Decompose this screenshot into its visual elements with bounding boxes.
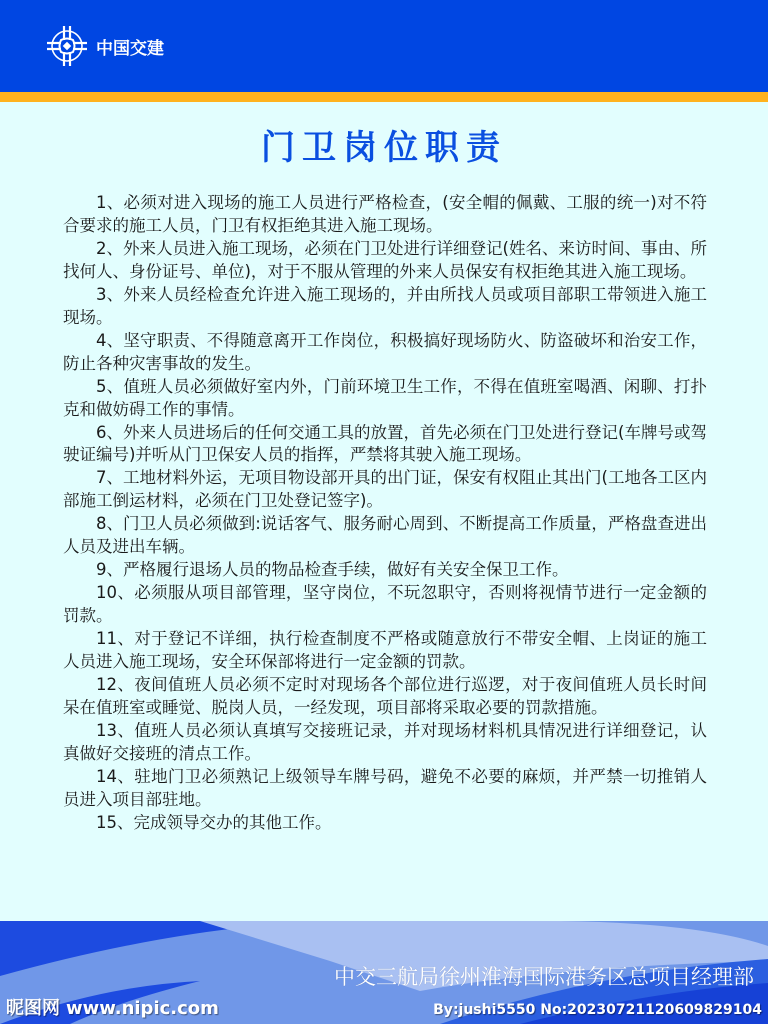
header-banner: [0, 0, 768, 92]
duty-item: 7、工地材料外运，无项目物设部开具的出门证，保安有权阻止其出门(工地各工区内部施工倒运材料，必须在门卫处登记签字)。: [63, 468, 707, 511]
logo-text: 中国交建: [96, 38, 164, 59]
duty-item: 11、对于登记不详细，执行检查制度不严格或随意放行不带安全帽、上岗证的施工人员进入施工现场，安全环保部将进行一定金额的罚款。: [63, 629, 707, 672]
duty-item: 4、坚守职责、不得随意离开工作岗位，积极搞好现场防火、防盗破坏和治安工作，防止各种灾害事故的发生。: [63, 330, 707, 373]
duty-item: 6、外来人员进场后的任何交通工具的放置，首先必须在门卫处进行登记(车牌号或驾驶证编号)并听从门卫保安人员的指挥，严禁将其驶入施工现场。: [63, 422, 707, 465]
ccccc-emblem-icon: [44, 23, 90, 69]
duty-item: 1、必须对进入现场的施工人员进行严格检查，(安全帽的佩戴、工服的统一)对不符合要求的施工人员，门卫有权拒绝其进入施工现场。: [63, 193, 707, 235]
duty-item: 2、外来人员进入施工现场，必须在门卫处进行详细登记(姓名、来访时间、事由、所找何人、身份证号、单位)，对于不服从管理的外来人员保安有权拒绝其进入施工现场。: [63, 238, 707, 281]
duty-item: 9、严格履行退场人员的物品检查手续，做好有关安全保卫工作。: [96, 560, 569, 580]
duties-list: [63, 192, 707, 835]
orange-stripe: [0, 92, 768, 102]
duty-item: 13、值班人员必须认真填写交接班记录，并对现场材料机具情况进行详细登记，认真做好交接班的清点工作。: [63, 720, 707, 763]
footer-banner: [0, 921, 768, 1024]
watermark-site-name: 昵图网: [6, 998, 60, 1019]
duty-item: 10、必须服从项目部管理，坚守岗位，不玩忽职守，否则将视情节进行一定金额的罚款。: [63, 583, 707, 626]
watermark-id: By:jushi5550 No:20230721120609829104: [433, 1002, 762, 1018]
duty-item: 15、完成领导交办的其他工作。: [96, 812, 332, 832]
duty-item: 8、门卫人员必须做到:说话客气、服务耐心周到、不断提高工作质量，严格盘查进出人员及进出车辆。: [63, 514, 707, 557]
site-watermark: [6, 994, 219, 1020]
duty-item: 3、外来人员经检查允许进入施工现场的，并由所找人员或项目部职工带领进入施工现场。: [63, 284, 707, 327]
page-title: 门卫岗位职责: [261, 128, 507, 168]
company-logo: [44, 26, 164, 66]
duty-item: 5、值班人员必须做好室内外，门前环境卫生工作，不得在值班室喝酒、闲聊、打扑克和做妨碍工作的事情。: [63, 376, 707, 419]
watermark-url: www.nipic.com: [66, 998, 219, 1019]
duty-item: 14、驻地门卫必须熟记上级领导车牌号码，避免不必要的麻烦，并严禁一切推销人员进入项目部驻地。: [63, 766, 707, 809]
organization-name: 中交三航局徐州淮海国际港务区总项目经理部: [334, 965, 754, 989]
duty-item: 12、夜间值班人员必须不定时对现场各个部位进行巡逻，对于夜间值班人员长时间呆在值班室或睡觉、脱岗人员，一经发现，项目部将采取必要的罚款措施。: [63, 675, 707, 717]
